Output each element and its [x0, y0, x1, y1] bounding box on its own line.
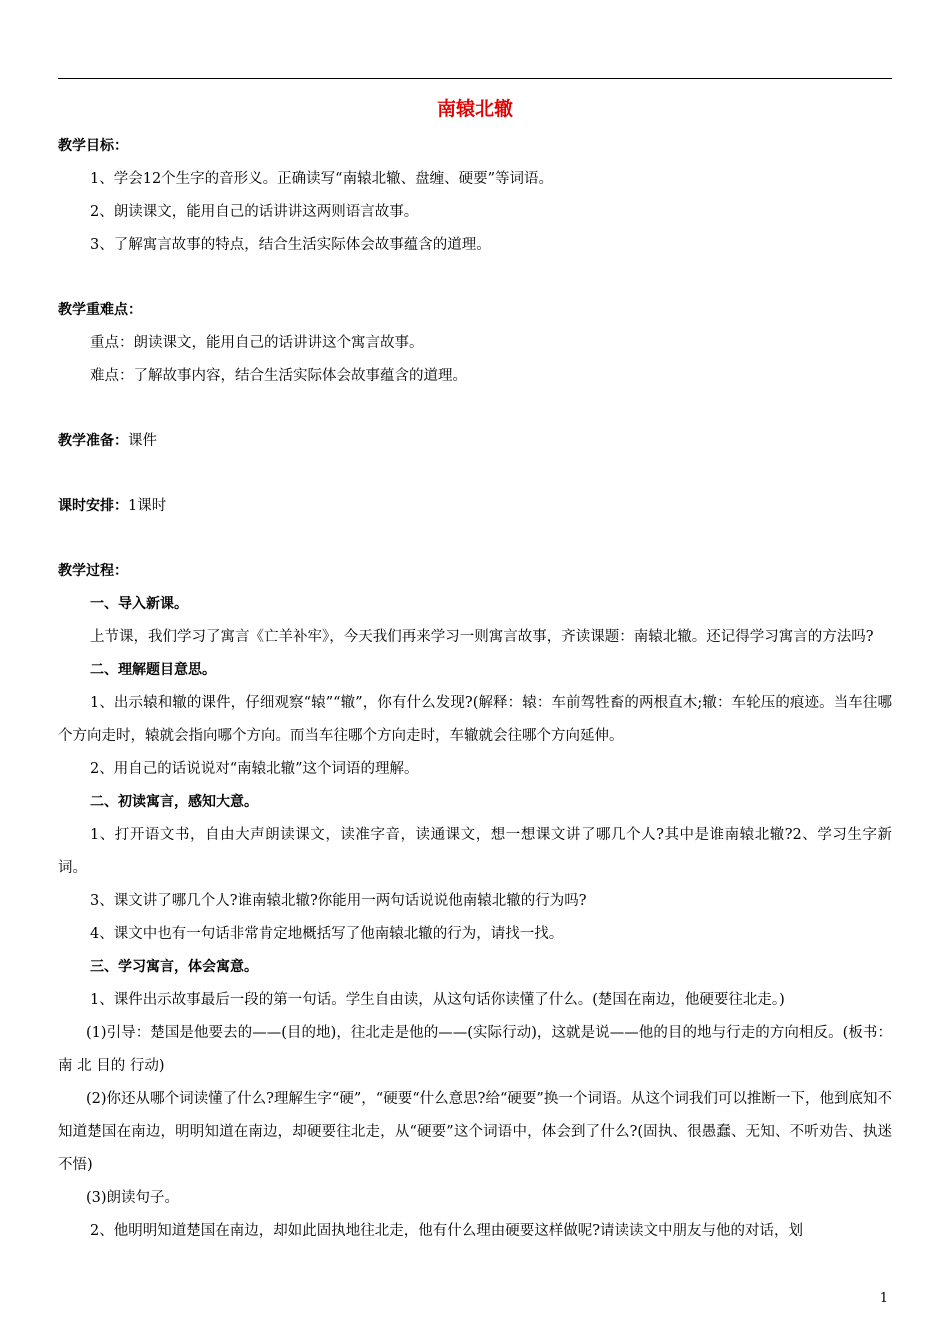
objective-item: 2、朗读课文，能用自己的话讲讲这两则语言故事。	[90, 204, 419, 220]
preparation-label: 教学准备：	[58, 433, 128, 449]
objective-item: 1、学会12个生字的音形义。正确读写“南辕北辙、盘缠、硬要”等词语。	[90, 171, 553, 187]
section-title: 二、初读寓言，感知大意。	[90, 794, 258, 810]
schedule-value: 1课时	[128, 498, 167, 514]
paragraph: (3)朗读句子。	[86, 1190, 180, 1206]
objective-item: 3、了解寓言故事的特点，结合生活实际体会故事蕴含的道理。	[90, 237, 491, 253]
key-point: 重点：朗读课文，能用自己的话讲讲这个寓言故事。	[90, 335, 424, 351]
paragraph: (1)引导：楚国是他要去的——(目的地)，往北走是他的——(实际行动)，这就是说——他的目的地与行走的方向相反。(板书：南 北 目的 行动)	[58, 1025, 892, 1074]
section-title: 三、学习寓言，体会寓意。	[90, 959, 258, 975]
paragraph: 2、他明明知道楚国在南边，却如此固执地往北走，他有什么理由硬要这样做呢?请读读文中朋友与他的对话，划	[90, 1223, 803, 1239]
section-title: 二、理解题目意思。	[90, 662, 216, 678]
paragraph: 4、课文中也有一句话非常肯定地概括写了他南辕北辙的行为，请找一找。	[90, 926, 564, 942]
difficult-point: 难点：了解故事内容，结合生活实际体会故事蕴含的道理。	[90, 368, 467, 384]
schedule-line	[58, 490, 892, 523]
paragraph: 3、课文讲了哪几个人?谁南辕北辙?你能用一两句话说说他南辕北辙的行为吗?	[90, 893, 587, 909]
page-number: 1	[879, 1291, 888, 1306]
document-title: 南辕北辙	[436, 98, 513, 120]
preparation-line	[58, 425, 892, 458]
paragraph: 上节课，我们学习了寓言《亡羊补牢》，今天我们再来学习一则寓言故事，齐读课题：南辕北辙。还记得学习寓言的方法吗?	[90, 629, 874, 645]
paragraph: 1、打开语文书，自由大声朗读课文，读准字音，读通课文，想一想课文讲了哪几个人?其中是谁南辕北辙?2、学习生字新词。	[58, 827, 892, 876]
paragraph: 1、出示辕和辙的课件，仔细观察“辕”“辙”，你有什么发现?(解释：辕：车前驾牲畜的两根直木;辙：车轮压的痕迹。当车往哪个方向走时，辕就会指向哪个方向。而当车往哪个方向走时，车辙就会往哪个方向延伸。	[58, 695, 892, 744]
section-title: 一、导入新课。	[90, 596, 188, 612]
paragraph: 2、用自己的话说说对“南辕北辙”这个词语的理解。	[90, 761, 419, 777]
schedule-label: 课时安排：	[58, 498, 128, 514]
header-rule	[58, 78, 892, 79]
key-points-heading: 教学重难点：	[58, 302, 142, 318]
document-body	[58, 130, 892, 1248]
objectives-heading: 教学目标：	[58, 138, 128, 154]
preparation-value: 课件	[128, 433, 157, 449]
process-heading: 教学过程：	[58, 563, 128, 579]
paragraph: (2)你还从哪个词读懂了什么?理解生字“硬”，“硬要“什么意思?给“硬要”换一个词语。从这个词我们可以推断一下，他到底知不知道楚国在南边，明明知道在南边，却硬要往北走，从“硬要”这个词语中，体会到了什么?(固执、很愚蠢、无知、不听劝告、执迷不悟)	[58, 1091, 892, 1173]
paragraph: 1、课件出示故事最后一段的第一句话。学生自由读，从这句话你读懂了什么。(楚国在南边，他硬要往北走。)	[90, 992, 785, 1008]
